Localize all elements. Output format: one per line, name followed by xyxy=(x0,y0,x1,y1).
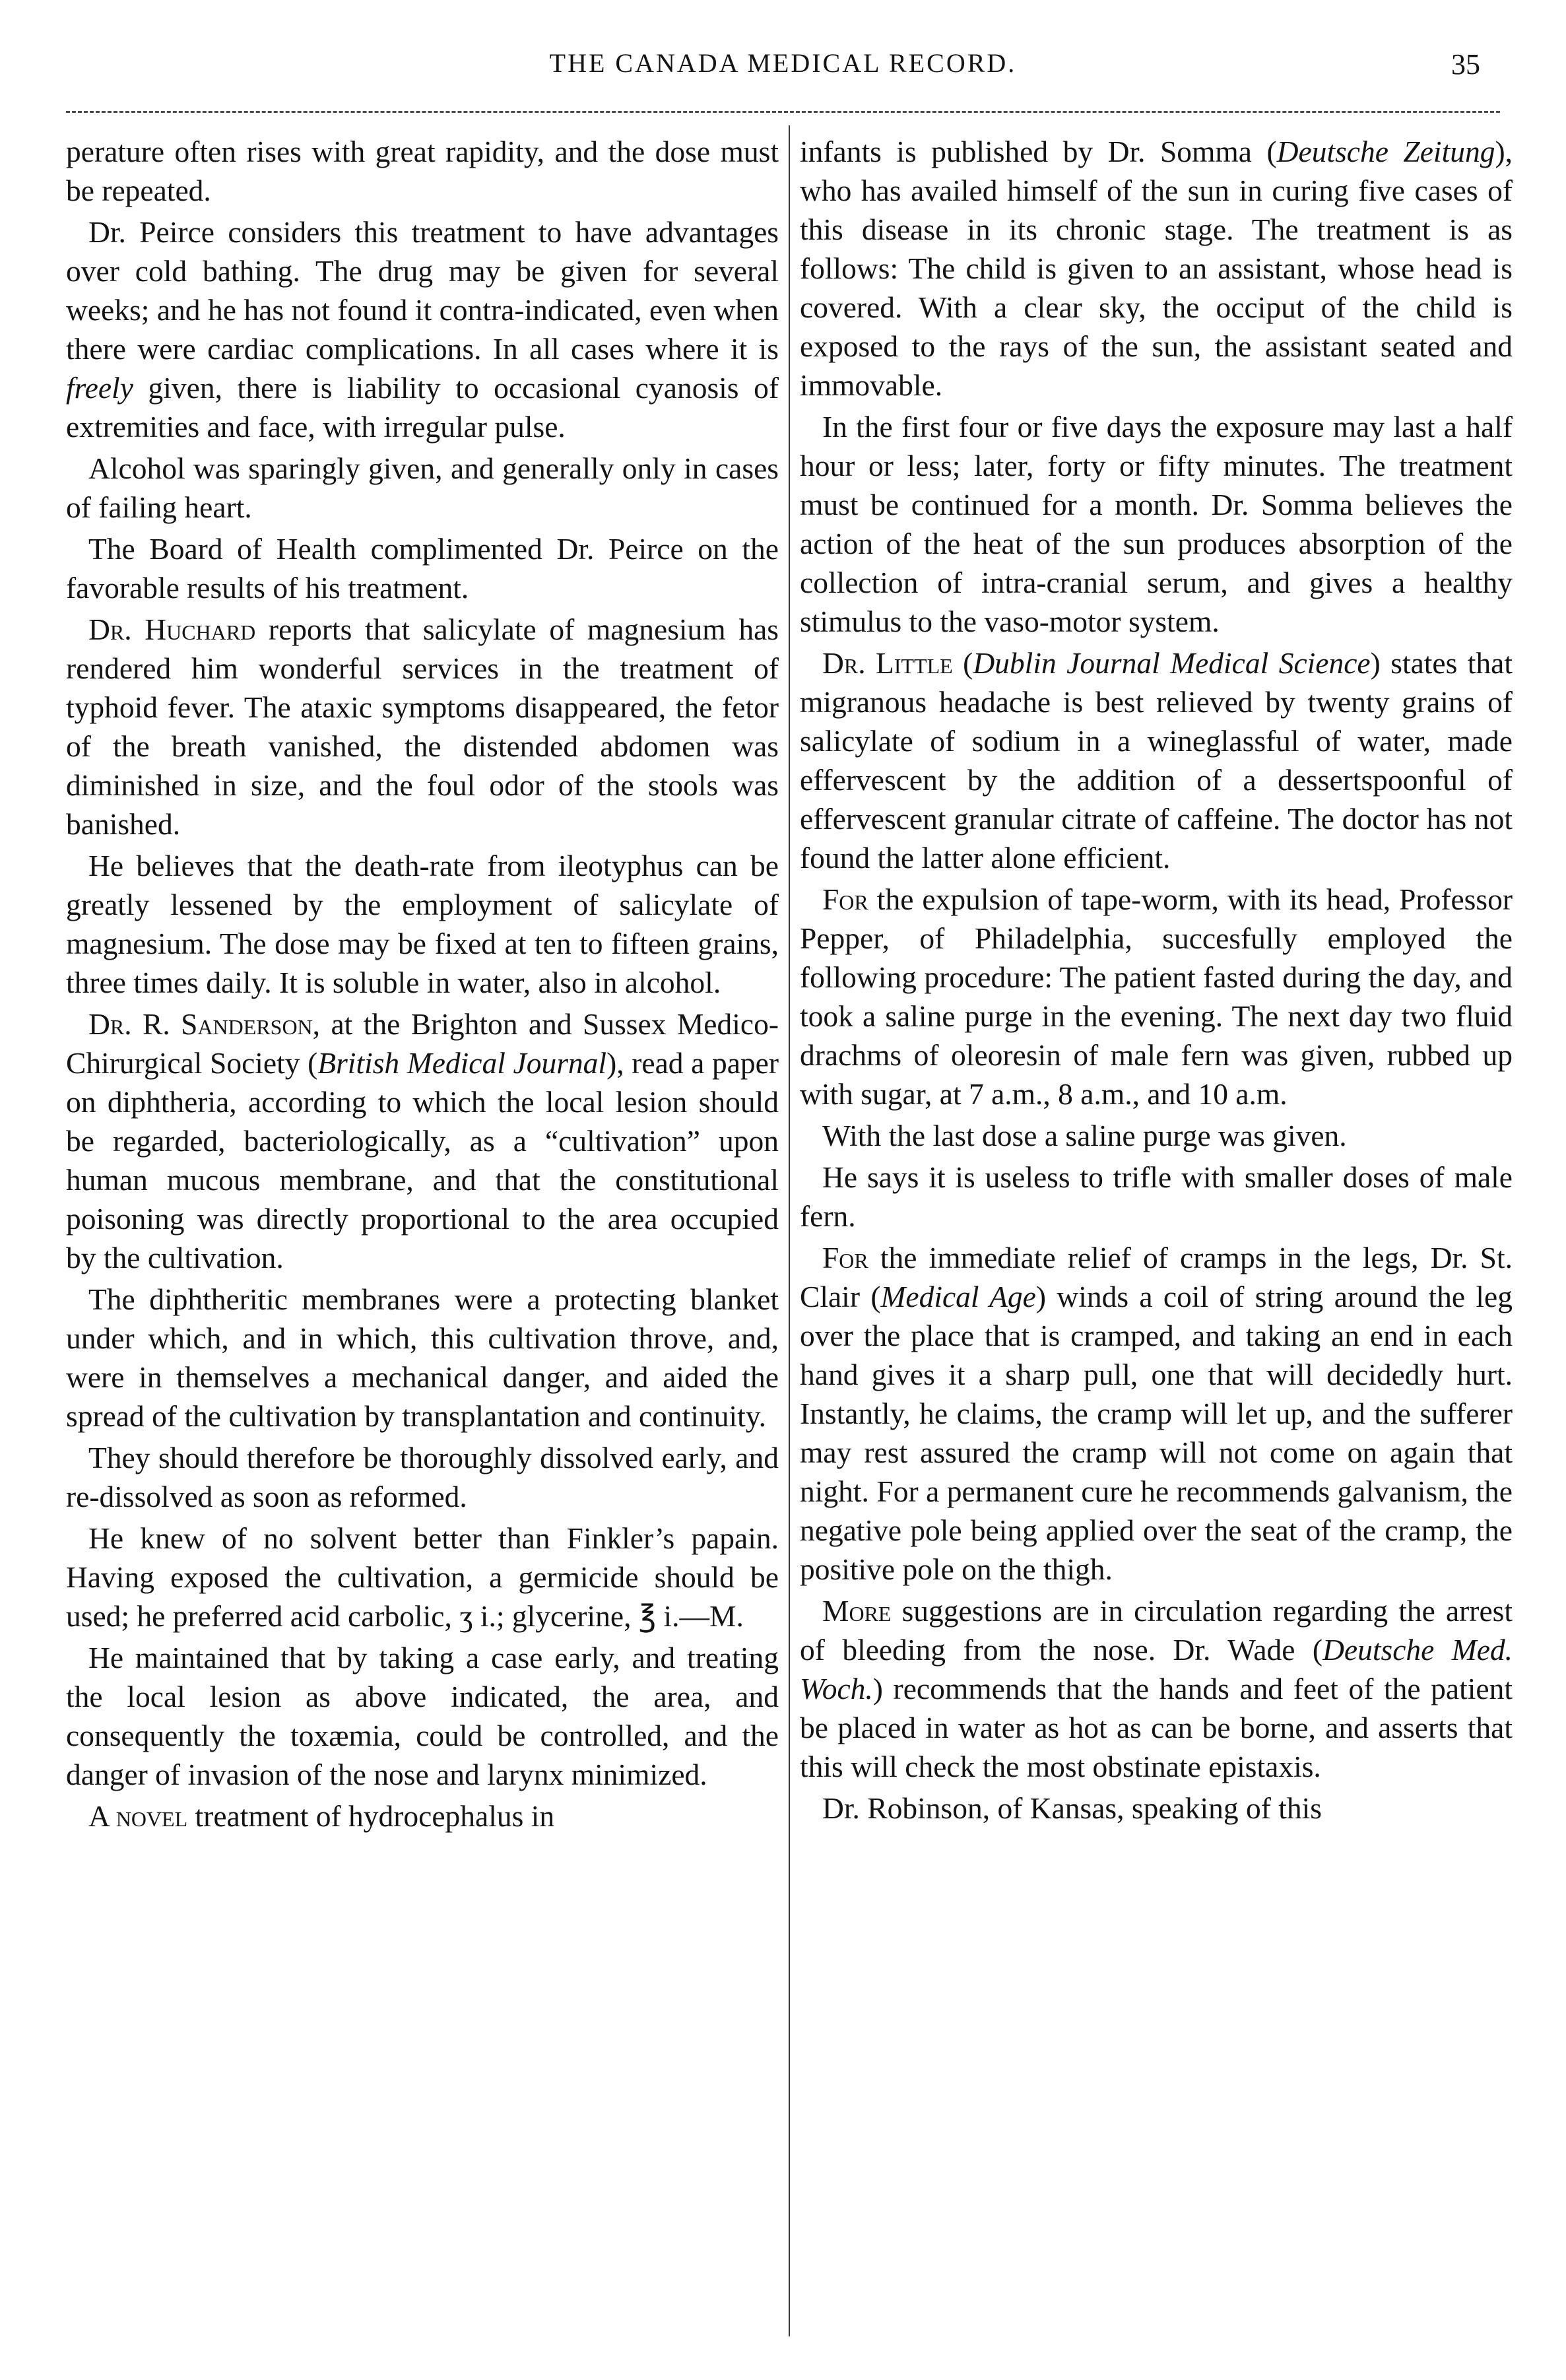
paragraph: Dr. Huchard reports that salicylate of magnesium has rendered him wonderful services in the treatment of typhoid fever. The ataxic symptoms disappeared, the fetor of the breath vanished, the distended abdomen was diminished in size, and the foul odor of the stools was banished. xyxy=(66,612,779,841)
paragraph: The Board of Health complimented Dr. Peirce on the favorable results of his treatment. xyxy=(66,532,779,605)
left-column xyxy=(66,132,779,2336)
lead-in: For xyxy=(822,1241,868,1274)
paragraph: They should therefore be thoroughly dissolved early, and re-dissolved as soon as reformed. xyxy=(66,1441,779,1513)
paragraph: A novel treatment of hydrocephalus in xyxy=(88,1799,555,1833)
lead-in: Dr. Huchard xyxy=(88,612,256,646)
paragraph: For the expulsion of tape-worm, with its head, Professor Pepper, of Philadelphia, succesfully employed the following procedure: The patient fasted during the day, and took a saline purge in the evening. The next day two fluid drachms of oleoresin of male fern was given, rubbed up with sugar, at 7 a.m., 8 a.m., and 10 a.m. xyxy=(800,882,1513,1111)
paragraph: He believes that the death-rate from ileotyphus can be greatly lessened by the employment of salicylate of magnesium. The dose may be fixed at ten to fifteen grains, three times daily. It is soluble in water, also in alcohol. xyxy=(66,849,779,999)
paragraph: For the immediate relief of cramps in the legs, Dr. St. Clair (Medical Age) winds a coil of string around the leg over the place that is cramped, and taking an end in each hand gives it a sharp pull, one that will decidedly hurt. Instantly, he claims, the cramp will let up, and the sufferer may rest assured the cramp will not come on again that night. For a permanent cure he recommends galvanism, the negative pole being applied over the seat of the cramp, the positive pole on the thigh. xyxy=(800,1241,1513,1586)
paragraph: Dr. R. Sanderson, at the Brighton and Sussex Medico-Chirurgical Society (British Medical Journal), read a paper on diphtheria, according to which the local lesion should be regarded, bacteriologically, as a “cultivation” upon human mucous membrane, and that the constitutional poisoning was directly proportional to the area occupied by the cultivation. xyxy=(66,1007,779,1274)
paragraph: infants is published by Dr. Somma (Deutsche Zeitung), who has availed himself of the sun in curing five cases of this disease in its chronic stage. The treatment is as follows: The child is given to an assistant, whose head is covered. With a clear sky, the occiput of the child is exposed to the rays of the sun, the assistant seated and immovable. xyxy=(800,135,1513,402)
paragraph: perature often rises with great rapidity, and the dose must be repeated. xyxy=(66,135,779,207)
paragraph: More suggestions are in circulation regarding the arrest of bleeding from the nose. Dr. Wade (Deutsche Med. Woch.) recommends that the hands and feet of the patient be placed in water as hot as can be borne, and asserts that this will check the most obstinate epistaxis. xyxy=(800,1594,1513,1783)
column-divider xyxy=(789,125,790,2336)
paragraph: Dr. Little (Dublin Journal Medical Science) states that migranous headache is best relieved by twenty grains of salicylate of sodium in a wineglassful of water, made effervescent by the addition of a dessertspoonful of effervescent granular citrate of caffeine. The doctor has not found the latter alone efficient. xyxy=(800,646,1513,875)
page-number: 35 xyxy=(1451,48,1480,81)
paragraph: He says it is useless to trifle with smaller doses of male fern. xyxy=(800,1160,1513,1233)
paragraph: The diphtheritic membranes were a protecting blanket under which, and in which, this cultivation throve, and, were in themselves a mechanical danger, and aided the spread of the cultivation by transplantation and continuity. xyxy=(66,1282,779,1433)
paragraph: With the last dose a saline purge was given. xyxy=(822,1119,1347,1152)
running-header xyxy=(66,48,1500,94)
paragraph: Dr. Robinson, of Kansas, speaking of this xyxy=(822,1791,1322,1825)
paragraph: Dr. Peirce considers this treatment to have advantages over cold bathing. The drug may be given for several weeks; and he has not found it contra-indicated, even when there were cardiac complications. In all cases where it is freely given, there is liability to occasional cyanosis of extremities and face, with irregular pulse. xyxy=(66,215,779,444)
paragraph: He maintained that by taking a case early, and treating the local lesion as above indicated, the area, and consequently the toxæmia, could be controlled, and the danger of invasion of the nose and larynx minimized. xyxy=(66,1641,779,1791)
right-column xyxy=(800,132,1513,2336)
lead-in: For xyxy=(822,882,868,916)
paragraph: He knew of no solvent better than Finkler’s papain. Having exposed the cultivation, a germicide should be used; he preferred acid carbolic, ʒ i.; glycerine, ℥ i.—M. xyxy=(66,1521,779,1633)
lead-in: Dr. R. Sanderson xyxy=(88,1007,313,1041)
header-rule xyxy=(66,111,1500,113)
lead-in: Dr. Little xyxy=(822,646,953,680)
paragraph: In the first four or five days the exposure may last a half hour or less; later, forty or fifty minutes. The treatment must be continued for a month. Dr. Somma believes the action of the heat of the sun produces absorption of the collection of intra-cranial serum, and gives a healthy stimulus to the vaso-motor system. xyxy=(800,410,1513,638)
lead-in: A novel xyxy=(88,1799,188,1833)
paragraph: Alcohol was sparingly given, and generally only in cases of failing heart. xyxy=(66,451,779,524)
lead-in: More xyxy=(822,1594,892,1628)
journal-title: THE CANADA MEDICAL RECORD. xyxy=(549,48,1017,78)
